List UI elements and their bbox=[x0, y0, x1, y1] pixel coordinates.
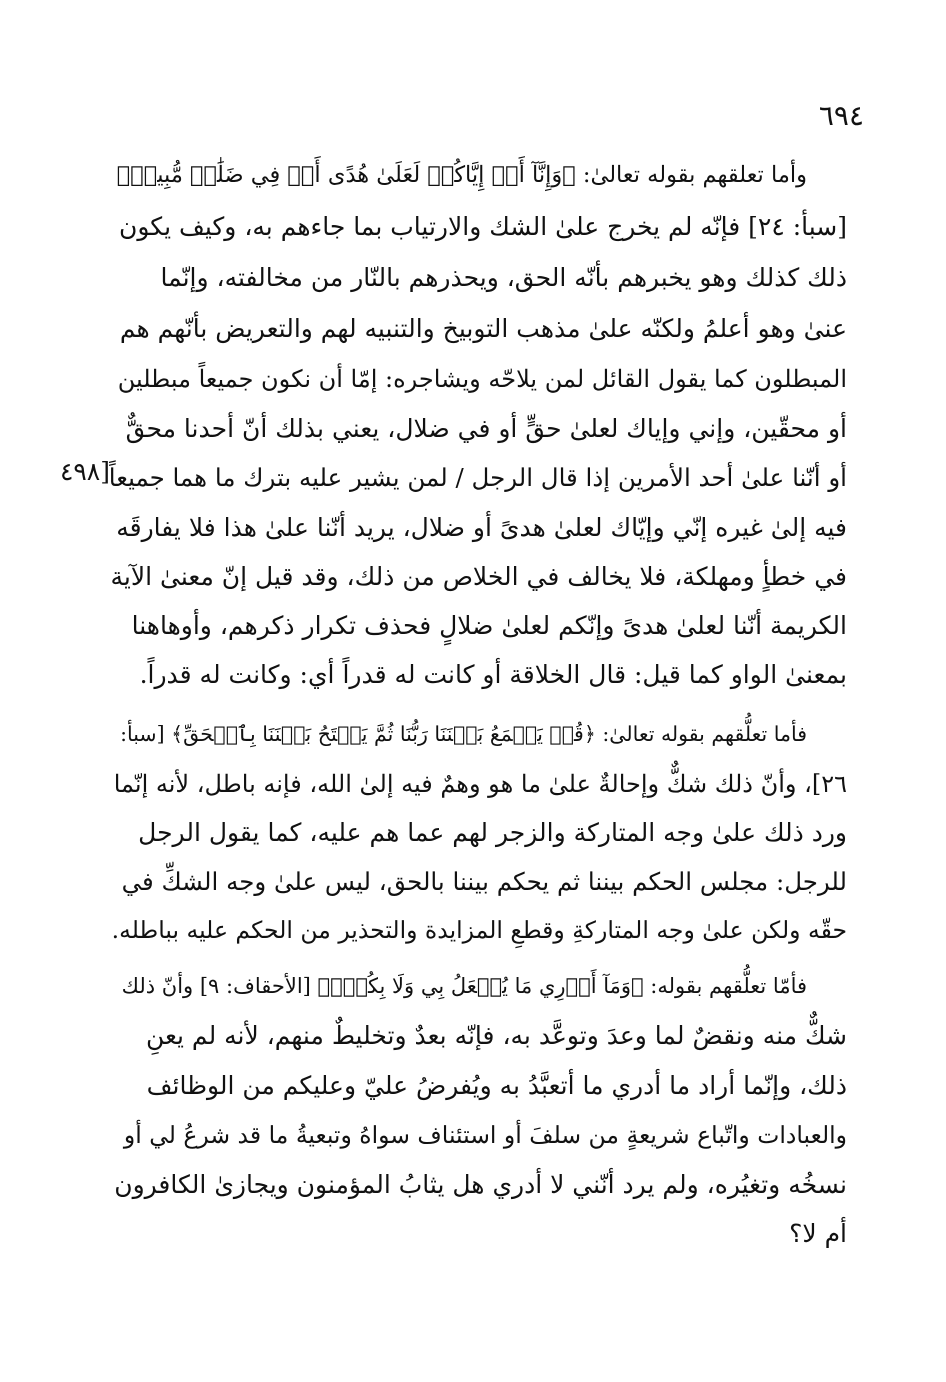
text-line: فيه إلىٰ غيره إنّي وإيّاك لعلىٰ هدىً أو ضلال، يريد أنّنا علىٰ هذا فلا يفارقَه bbox=[116, 513, 847, 542]
text-line: ذلك، وإنّما أراد ما أدري ما أتعبَّدُ به ويُفرضُ عليّ وعليكم من الوظائف bbox=[146, 1071, 847, 1100]
text-line: [سبأ: ٢٤] فإنّه لم يخرج علىٰ الشك والارتياب بما جاءهم به، وكيف يكون bbox=[119, 212, 847, 241]
text-line: للرجل: مجلس الحكم بيننا ثم يحكم بيننا بالحق، ليس علىٰ وجه الشكِّ في bbox=[121, 867, 847, 896]
text-line: ذلك كذلك وهو يخبرهم بأنّه الحق، ويحذرهم بالنّار من مخالفته، وإنّما bbox=[160, 263, 847, 292]
text-line: وأما تعلقهم بقوله تعالىٰ: ﴿وَإِنَّآ أَوۡ إِيَّاكُمۡ لَعَلَىٰ هُدًى أَوۡ فِي ضَلَٰلٖ مُّبِينٖ﴾ bbox=[116, 162, 807, 188]
text-line: حقّه ولكن علىٰ وجه المتاركةِ وقطعِ المزايدة والتحذير من الحكم عليه بباطله. bbox=[111, 916, 847, 944]
text-line: المبطلون كما يقول القائل لمن يلاحّه ويشاجره: إمّا أن نكون جميعاً مبطلين bbox=[117, 365, 847, 393]
text-line: أم لا؟ bbox=[789, 1219, 847, 1248]
text-line: فأمّا تعلُّقهم بقوله: ﴿وَمَآ أَدۡرِي مَا يُفۡعَلُ بِي وَلَا بِكُمۡۖ﴾ [الأحقاف: ٩] وأنّ ذلك bbox=[121, 974, 807, 998]
text-line: ورد ذلك علىٰ وجه المتاركة والزجر لهم عما هم عليه، كما يقول الرجل bbox=[138, 818, 847, 847]
margin-manuscript-marker: [٤٩٨ bbox=[59, 457, 110, 486]
text-line: أو محقّين، وإني وإياك لعلىٰ حقٍّ أو في ضلال، يعني بذلك أنّ أحدنا محقٌّ bbox=[125, 414, 847, 443]
text-line: ٢٦]، وأنّ ذلك شكٌّ وإحالةٌ علىٰ ما هو وهمٌ فيه إلىٰ الله، فإنه باطل، لأنه إنّما bbox=[113, 770, 847, 798]
text-line: والعبادات واتّباع شريعةٍ من سلفَ أو استئناف سواهُ وتبعيةُ ما قد شرعُ لي أو bbox=[123, 1121, 847, 1149]
text-line: في خطأٍ ومهلكة، فلا يخالف في الخلاص من ذلك، وقد قيل إنّ معنىٰ الآية bbox=[110, 562, 847, 591]
text-line: نسخُه وتغيُره، ولم يرد أنّني لا أدري هل يثابُ المؤمنون ويجازىٰ الكافرون bbox=[114, 1170, 847, 1199]
text-line: فأما تعلُّقهم بقوله تعالىٰ: ﴿قُلۡ يَجۡمَعُ بَيۡنَنَا رَبُّنَا ثُمَّ يَفۡتَحُ بَيۡنَنَا بِٱلۡحَقِّ﴾ [سبأ: bbox=[120, 722, 807, 746]
page-number: ٦٩٤ bbox=[818, 99, 864, 132]
text-line: عنىٰ وهو أعلمُ ولكنّه علىٰ مذهب التوبيخ والتنبيه لهم والتعريض بأنّهم هم bbox=[119, 314, 847, 343]
text-line: بمعنىٰ الواو كما قيل: قال الخلاقة أو كانت له قدراً أي: وكانت له قدراً. bbox=[139, 660, 847, 689]
text-line: الكريمة أنّنا لعلىٰ هدىً وإنّكم لعلىٰ ضلالٍ فحذف تكرار ذكرهم، وأوهاهنا bbox=[131, 611, 847, 640]
text-line: أو أنّنا علىٰ أحد الأمرين إذا قال الرجل / لمن يشير عليه بترك ما هما جميعاً bbox=[109, 463, 847, 492]
text-line: شكٌّ منه ونقضٌ لما وعدَ وتوعَّد به، فإنّه بعدٌ وتخليطٌ منهم، لأنه لم يعنِ bbox=[145, 1021, 847, 1050]
